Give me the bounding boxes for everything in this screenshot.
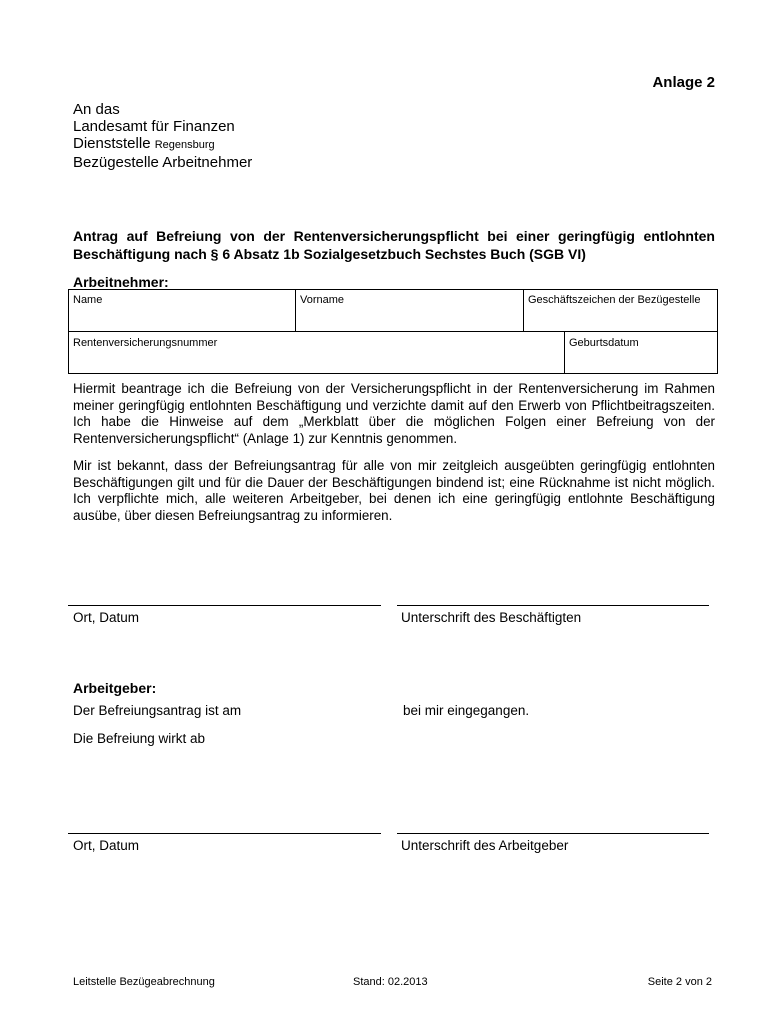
employer-signature-line[interactable] <box>397 833 709 834</box>
footer-page-number: Seite 2 von 2 <box>647 976 712 988</box>
form-title-line-1: Antrag auf Befreiung von der Rentenversicherungspflicht bei einer geringfügig entlohnten <box>73 228 715 244</box>
column-divider <box>564 331 565 374</box>
place-date-line[interactable] <box>68 605 381 606</box>
place-date-label: Ort, Datum <box>73 610 140 625</box>
footer-department: Leitstelle Bezügeabrechnung <box>73 976 215 988</box>
received-date-label: Der Befreiungsantrag ist am <box>73 703 242 718</box>
employer-heading: Arbeitgeber: <box>73 680 157 696</box>
pension-insurance-number-field[interactable]: Rentenversicherungsnummer <box>73 337 218 349</box>
address-line-3 <box>73 135 252 154</box>
column-divider <box>295 290 296 331</box>
received-suffix-label: bei mir eingegangen. <box>403 703 530 718</box>
column-divider <box>523 290 524 331</box>
employee-heading: Arbeitnehmer: <box>73 274 169 290</box>
address-line-1: An das <box>73 101 120 118</box>
address-line-4: Bezügestelle Arbeitnehmer <box>73 154 253 171</box>
reference-number-field[interactable]: Geschäftszeichen der Bezügestelle <box>528 294 701 306</box>
declaration-paragraph-2: Mir ist bekannt, dass der Befreiungsantrag für alle von mir zeitgleich ausgeübten geringfügig entlohnten Beschäftigungen gilt und für die Dauer der Beschäftigungen bindend ist; eine Rücknahme ist nicht möglich. Ich verpflichte mich, alle weiteren Arbeitgeber, bei denen ich eine geringfügig entlohnte Beschäftigung ausübe, über diesen Befreiungsantrag zu informieren. <box>73 458 715 523</box>
employer-place-date-line[interactable] <box>68 833 381 834</box>
footer-version: Stand: 02.2013 <box>353 976 428 988</box>
employee-signature-line[interactable] <box>397 605 709 606</box>
effective-date-label: Die Befreiung wirkt ab <box>73 731 206 746</box>
table-row-divider <box>69 331 717 332</box>
birth-date-field[interactable]: Geburtsdatum <box>569 337 639 349</box>
employee-signature-label: Unterschrift des Beschäftigten <box>401 610 582 625</box>
address-location: Regensburg <box>154 139 215 151</box>
form-title-line-2: Beschäftigung nach § 6 Absatz 1b Sozialgesetzbuch Sechstes Buch (SGB VI) <box>73 246 586 262</box>
first-name-field[interactable]: Vorname <box>300 294 345 306</box>
recipient-address <box>73 101 252 171</box>
address-office: Dienststelle <box>73 135 151 152</box>
employer-place-date-label: Ort, Datum <box>73 838 140 853</box>
declaration-paragraph-1: Hiermit beantrage ich die Befreiung von der Versicherungspflicht in der Rentenversicherung im Rahmen meiner geringfügig entlohnten Beschäftigung und verzichte damit auf den Erwerb von Pflichtbeitragszeiten. Ich habe die Hinweise auf dem „Merkblatt über die möglichen Folgen einer Befreiung von der Rentenversicherungspflicht“ (Anlage 1) zur Kenntnis genommen. <box>73 381 715 446</box>
name-field[interactable]: Name <box>73 294 103 306</box>
address-line-2: Landesamt für Finanzen <box>73 118 235 135</box>
employer-signature-label: Unterschrift des Arbeitgeber <box>401 838 569 853</box>
employee-data-table <box>68 289 718 374</box>
annex-label: Anlage 2 <box>652 74 715 91</box>
form-title <box>73 227 715 263</box>
